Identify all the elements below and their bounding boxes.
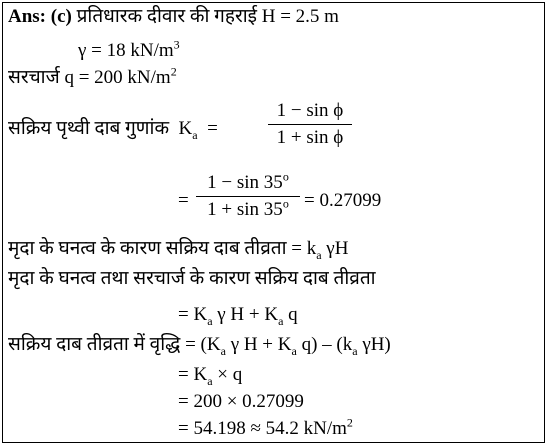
- answer-header: [8, 6, 339, 28]
- combined-sub-2: a: [278, 313, 284, 328]
- ka-fraction: [268, 100, 352, 149]
- increase-line: [8, 334, 391, 356]
- step-1: [178, 364, 242, 386]
- increase-sub-2: a: [291, 343, 297, 358]
- soil-density-pressure-text: मृदा के घनत्व के कारण सक्रिय दाब तीव्रता = k: [8, 238, 317, 259]
- ka-value-numerator: [196, 169, 300, 194]
- unit-weight-line: [78, 37, 180, 62]
- step-3-text: = 54.198 ≈ 54.2 kN/m: [178, 418, 347, 439]
- increase-sub-1: a: [220, 343, 226, 358]
- soil-density-pressure-tail: γH: [321, 238, 349, 259]
- combined-part-3: q: [283, 304, 298, 325]
- ka-value-denominator: [196, 196, 300, 221]
- answer-label: Ans: (c): [8, 6, 72, 27]
- increase-part-3: q) – (k: [296, 334, 353, 355]
- combined-part-2: γ H + K: [212, 304, 279, 325]
- ka-symbol: K: [178, 118, 193, 139]
- increase-sub-3: a: [352, 343, 358, 358]
- ka-value-fraction: [196, 169, 300, 221]
- ka-value-denominator-degree: o: [282, 196, 289, 211]
- combined-sub-1: a: [207, 313, 213, 328]
- step-2: = 200 × 0.27099: [178, 391, 304, 412]
- surcharge-exponent: 2: [170, 64, 177, 79]
- ka-equals: =: [207, 118, 218, 139]
- ka-fraction-bar: [268, 124, 352, 125]
- ka-value-numerator-text: 1 − sin 35: [207, 172, 283, 193]
- ka-subscript: a: [192, 127, 198, 142]
- ka-value-denominator-text: 1 + sin 35: [207, 199, 283, 220]
- ka-label: सक्रिय पृथ्वी दाब गुणांक: [8, 118, 170, 139]
- soil-density-pressure-sub: a: [316, 247, 322, 262]
- soil-density-pressure-line: [8, 238, 348, 260]
- combined-expression: [178, 304, 298, 326]
- step-3-exponent: 2: [346, 415, 353, 430]
- step-3: [178, 415, 353, 440]
- increase-part-1: सक्रिय दाब तीव्रता में वृद्धि = (K: [8, 334, 221, 355]
- increase-part-4: γH): [357, 334, 391, 355]
- wall-depth-text: प्रतिधारक दीवार की गहराई H = 2.5 m: [76, 6, 339, 27]
- ka-value-numerator-degree: o: [282, 169, 289, 184]
- surcharge-text: सरचार्ज q = 200 kN/m: [8, 67, 171, 88]
- unit-weight-exponent: 3: [173, 37, 180, 52]
- ka-formula-line: [8, 118, 218, 140]
- increase-part-2: γ H + K: [225, 334, 292, 355]
- step-1-sub: a: [207, 373, 213, 388]
- step-1-part-1: = K: [178, 364, 208, 385]
- ka-denominator: 1 + sin ϕ: [276, 127, 344, 148]
- soil-surcharge-line: मृदा के घनत्व तथा सरचार्ज के कारण सक्रिय दाब तीव्रता: [8, 268, 376, 289]
- ka-value-result: = 0.27099: [304, 190, 382, 211]
- step-1-part-2: × q: [212, 364, 243, 385]
- ka-value-equals: =: [178, 190, 189, 211]
- combined-part-1: = K: [178, 304, 208, 325]
- ka-numerator: 1 − sin ϕ: [276, 100, 344, 121]
- surcharge-line: [8, 64, 177, 89]
- unit-weight-text: γ = 18 kN/m: [78, 40, 174, 61]
